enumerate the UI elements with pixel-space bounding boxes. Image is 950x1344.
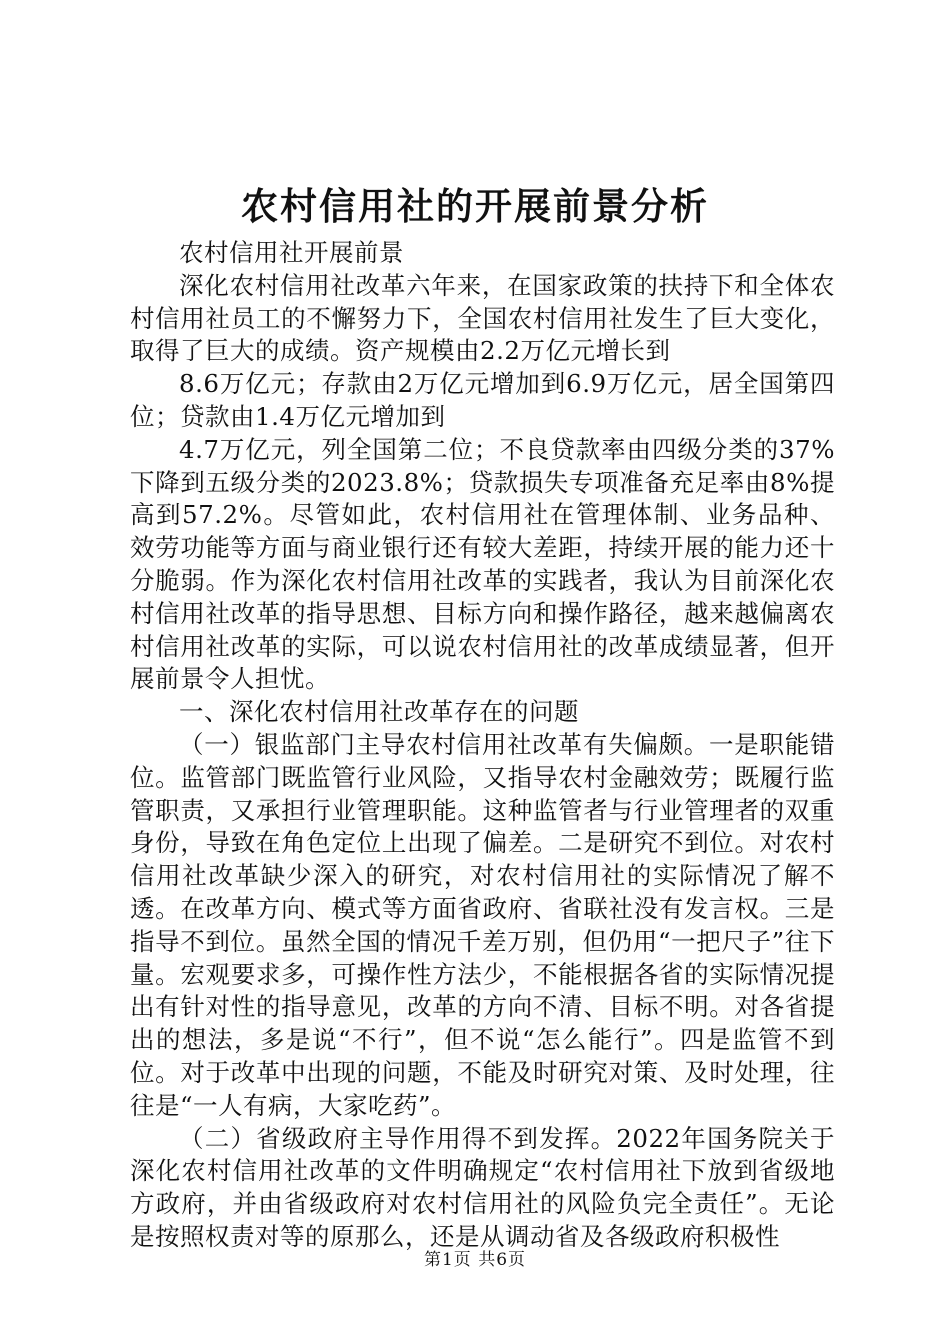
paragraph-4: 4.7万亿元，列全国第二位；不良贷款率由四级分类的37%下降到五级分类的2023.8%；贷款损失专项准备充足率由8%提高到57.2%。尽管如此，农村信用社在管理体制、业务品种、效劳功能等方面与商业银行还有较大差距，持续开展的能力还十分脆弱。作为深化农村信用社改革的实践者，我认为目前深化农村信用社改革的指导思想、目标方向和操作路径，越来越偏离农村信用社改革的实际，可以说农村信用社的改革成绩显著，但开展前景令人担忧。 bbox=[130, 434, 835, 694]
paragraph-6: （二）省级政府主导作用得不到发挥。2022年国务院关于深化农村信用社改革的文件明确规定“农村信用社下放到省级地方政府，并由省级政府对农村信用社的风险负完全责任”。无论是按照权责对等的原那么，还是从调动省及各级政府积极性 bbox=[130, 1123, 835, 1251]
paragraph-5: （一）银监部门主导农村信用社改革有失偏颇。一是职能错位。监管部门既监管行业风险，又指导农村金融效劳；既履行监管职责，又承担行业管理职能。这种监管者与行业管理者的双重身份，导致在角色定位上出现了偏差。二是研究不到位。对农村信用社改革缺少深入的研究，对农村信用社的实际情况了解不透。在改革方向、模式等方面省政府、省联社没有发言权。三是指导不到位。虽然全国的情况千差万别，但仍用“一把尺子”往下量。宏观要求多，可操作性方法少，不能根据各省的实际情况提出有针对性的指导意见，改革的方向不清、目标不明。对各省提出的想法，多是说“不行”，但不说“怎么能行”。四是监管不到位。对于改革中出现的问题，不能及时研究对策、及时处理，往往是“一人有病，大家吃药”。 bbox=[130, 729, 835, 1120]
page-title: 农村信用社的开展前景分析 bbox=[241, 185, 709, 228]
page-footer: 第1页 共6页 bbox=[423, 1250, 527, 1270]
section-heading: 一、深化农村信用社改革存在的问题 bbox=[179, 697, 579, 727]
paragraph-3: 8.6万亿元；存款由2万亿元增加到6.9万亿元，居全国第四位；贷款由1.4万亿元增加到 bbox=[130, 369, 835, 431]
document-body bbox=[130, 237, 835, 1254]
paragraph-2: 深化农村信用社改革六年来，在国家政策的扶持下和全体农村信用社员工的不懈努力下，全国农村信用社发生了巨大变化，取得了巨大的成绩。资产规模由2.2万亿元增长到 bbox=[130, 270, 835, 366]
paragraph-1: 农村信用社开展前景 bbox=[179, 238, 404, 267]
